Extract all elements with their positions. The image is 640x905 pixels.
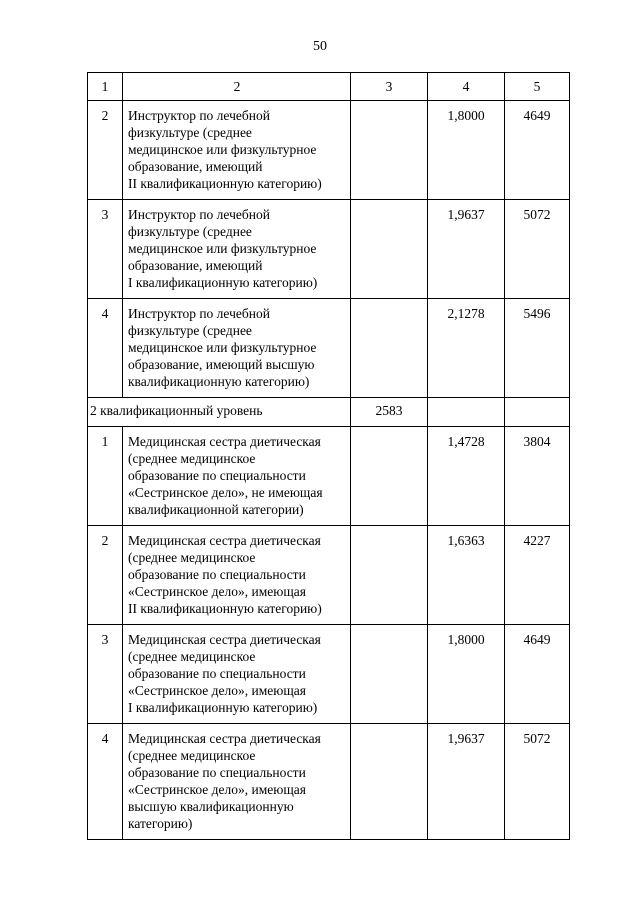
qualification-level-row xyxy=(88,398,570,427)
table-row xyxy=(88,724,570,840)
coefficient: 1,4728 xyxy=(428,427,505,526)
salary: 3804 xyxy=(505,427,570,526)
table-row xyxy=(88,625,570,724)
position-name: Медицинская сестра диетическая (среднее медицинское образование по специальности «Сестринское дело», имеющая II квалификационную категорию) xyxy=(123,526,351,625)
column-header-1: 1 xyxy=(88,73,123,101)
salary-table xyxy=(87,72,570,840)
row-number: 4 xyxy=(88,299,123,398)
row-number: 2 xyxy=(88,101,123,200)
position-name: Инструктор по лечебной физкультуре (среднее медицинское или физкультурное образование, имеющий высшую квалификационную категорию) xyxy=(123,299,351,398)
table-row xyxy=(88,101,570,200)
position-name: Инструктор по лечебной физкультуре (среднее медицинское или физкультурное образование, имеющий II квалификационную категорию) xyxy=(123,101,351,200)
position-name: Медицинская сестра диетическая (среднее медицинское образование по специальности «Сестринское дело», имеющая высшую квалификационную категорию) xyxy=(123,724,351,840)
coefficient xyxy=(428,398,505,427)
page-number: 50 xyxy=(313,39,327,54)
column-header-2: 2 xyxy=(123,73,351,101)
salary: 4649 xyxy=(505,101,570,200)
table-row xyxy=(88,200,570,299)
base-salary xyxy=(351,299,428,398)
coefficient: 1,6363 xyxy=(428,526,505,625)
salary xyxy=(505,398,570,427)
column-header-5: 5 xyxy=(505,73,570,101)
base-salary xyxy=(351,200,428,299)
coefficient: 1,9637 xyxy=(428,724,505,840)
base-salary xyxy=(351,526,428,625)
coefficient: 1,8000 xyxy=(428,625,505,724)
coefficient: 1,9637 xyxy=(428,200,505,299)
qualification-level-label: 2 квалификационный уровень xyxy=(88,398,351,427)
row-number: 4 xyxy=(88,724,123,840)
coefficient: 2,1278 xyxy=(428,299,505,398)
base-salary xyxy=(351,625,428,724)
base-salary xyxy=(351,101,428,200)
table-row xyxy=(88,526,570,625)
row-number: 1 xyxy=(88,427,123,526)
column-header-4: 4 xyxy=(428,73,505,101)
base-salary xyxy=(351,724,428,840)
table-row xyxy=(88,299,570,398)
position-name: Инструктор по лечебной физкультуре (среднее медицинское или физкультурное образование, имеющий I квалификационную категорию) xyxy=(123,200,351,299)
row-number: 3 xyxy=(88,625,123,724)
coefficient: 1,8000 xyxy=(428,101,505,200)
row-number: 2 xyxy=(88,526,123,625)
column-header-3: 3 xyxy=(351,73,428,101)
salary: 5072 xyxy=(505,200,570,299)
base-salary: 2583 xyxy=(351,398,428,427)
salary: 4227 xyxy=(505,526,570,625)
salary: 5072 xyxy=(505,724,570,840)
table-row xyxy=(88,427,570,526)
position-name: Медицинская сестра диетическая (среднее медицинское образование по специальности «Сестринское дело», имеющая I квалификационную категорию) xyxy=(123,625,351,724)
table-header-row xyxy=(88,73,570,101)
base-salary xyxy=(351,427,428,526)
salary: 5496 xyxy=(505,299,570,398)
row-number: 3 xyxy=(88,200,123,299)
salary: 4649 xyxy=(505,625,570,724)
position-name: Медицинская сестра диетическая (среднее медицинское образование по специальности «Сестринское дело», не имеющая квалификационной категории) xyxy=(123,427,351,526)
